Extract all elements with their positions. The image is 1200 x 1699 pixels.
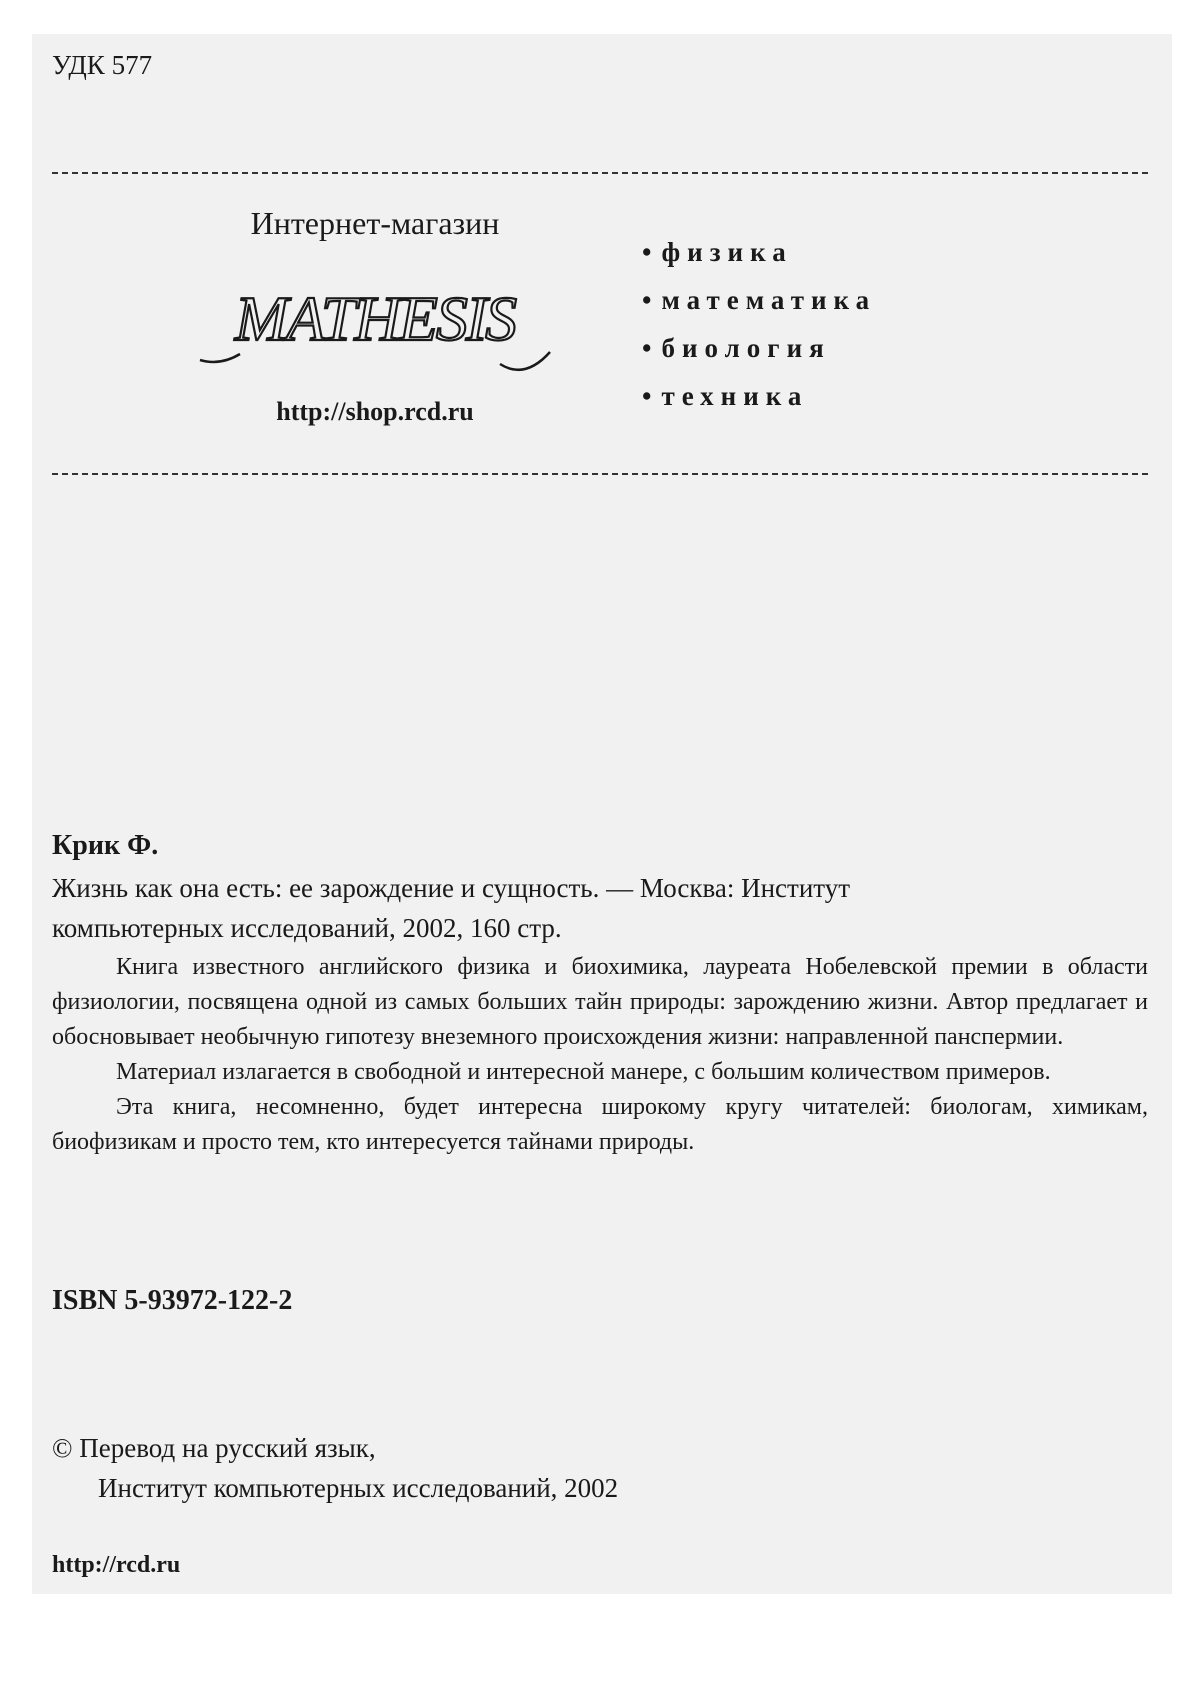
isbn: ISBN 5-93972-122-2 — [52, 1285, 293, 1316]
biblio-line-1: Жизнь как она есть: ее зарождение и сущность. — Москва: Институт — [52, 873, 851, 903]
shop-title: Интернет-магазин — [250, 205, 500, 241]
shop-url-link[interactable]: http://shop.rcd.ru — [276, 397, 474, 426]
bottom-divider — [52, 473, 1148, 475]
topic-item: • математика — [642, 285, 877, 315]
bibliographic-description — [52, 868, 1148, 948]
annotation-paragraph: Эта книга, несомненно, будет интересна широкому кругу читателей: биологам, химикам, биофизикам и просто тем, кто интересуется тайнами природы. — [52, 1094, 1148, 1155]
copyright-line-1: © Перевод на русский язык, — [52, 1433, 376, 1463]
annotation-paragraph: Книга известного английского физика и биохимика, лауреата Нобелевской премии в области физиологии, посвящена одной из самых больших тайн природы: зарождению жизни. Автор предлагает и обосновывает необычную гипотезу внеземного происхождения жизни: направленной панспермии. — [52, 954, 1148, 1050]
logo-text: MATHESIS — [234, 283, 516, 354]
biblio-line-2: компьютерных исследований, 2002, 160 стр. — [52, 913, 562, 943]
topic-item: • техника — [642, 381, 809, 411]
udk-code: УДК 577 — [52, 50, 153, 80]
topic-item: • физика — [642, 237, 793, 267]
annotation — [52, 950, 1148, 1160]
copyright-notice — [52, 1428, 618, 1508]
mathesis-logo — [180, 262, 570, 382]
topic-list — [642, 228, 876, 420]
top-divider — [52, 172, 1148, 174]
copyright-line-2: Институт компьютерных исследований, 2002 — [98, 1473, 619, 1503]
annotation-paragraph: Материал излагается в свободной и интересной манере, с большим количеством примеров. — [116, 1059, 1051, 1085]
site-url-link[interactable]: http://rcd.ru — [52, 1552, 181, 1578]
book-author: Крик Ф. — [52, 830, 159, 861]
topic-item: • биология — [642, 333, 831, 363]
